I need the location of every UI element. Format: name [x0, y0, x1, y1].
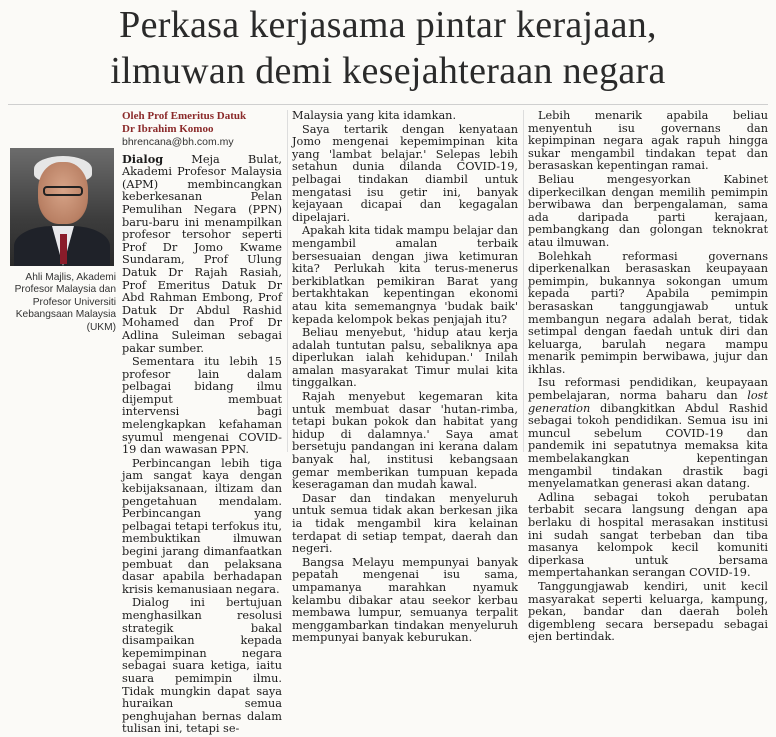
- paragraph-text: Isu reformasi pendidikan, keupayaan pembelajaran, norma baharu dan: [528, 376, 768, 403]
- paragraph: Beliau menyebut, 'hidup atau kerja adalah tuntutan palsu, sebaliknya apa diperlukan ialah kehidupan.' Inilah amalan masyarakat Timur mulai kita tinggalkan.: [292, 326, 518, 390]
- photo-glasses: [43, 186, 83, 196]
- paragraph: Bolehkah reformasi governans diperkenalkan berasaskan keupayaan pemimpin, bukannya sokongan umum kepada parti? Apabila pemimpin berasaskan tanggungjawab untuk membangun negara adalah berat, tidak setimpal dengan faedah untuk diri dan keluarga, barulah negara mampu menarik pemimpin berwibawa, jujur dan ikhlas.: [528, 249, 768, 376]
- paragraph: Adlina sebagai tokoh perubatan terbabit secara langsung dengan apa berlaku di hospital merasakan institusi ini sudah sangat terbeban dan tiba masanya kelompok kecil komuniti diperkasa untuk bersama mempertahankan serangan COVID-19.: [528, 490, 768, 580]
- column-divider: [287, 110, 288, 452]
- photo-tie: [60, 234, 67, 264]
- byline-line-1: Oleh Prof Emeritus Datuk: [122, 110, 247, 122]
- paragraph: Lebih menarik apabila beliau menyentuh isu governans dan kepimpinan negara agak rapuh hingga sukar mengambil tindakan tepat dan berasaskan kepentingan ramai.: [528, 109, 768, 173]
- byline: [122, 110, 282, 136]
- paragraph: Tanggungjawab kendiri, unit kecil masyarakat seperti keluarga, kampung, pekan, bandar dan daerah boleh digembleng secara bersepadu sebagai ejen bertindak.: [528, 579, 768, 644]
- article-column-1: [122, 110, 282, 737]
- caption-line: Profesor Universiti: [32, 296, 116, 308]
- paragraph: Malaysia yang kita idamkan.: [292, 109, 457, 122]
- photo-caption: [8, 272, 116, 334]
- headline-line-1: Perkasa kerjasama pintar kerajaan,: [119, 4, 657, 46]
- headline: [0, 2, 776, 94]
- paragraph: Saya tertarik dengan kenyataan Jomo mengenai kepemimpinan kita yang 'lambat belajar.' Selepas lebih setahun dunia dilanda COVID-19, pelbagai tindakan diambil untuk mengatasi isu getir ini, banyak kejayaan dicapai dan kegagalan dipelajari.: [292, 122, 518, 224]
- paragraph-text: dibangkitkan Abdul Rashid sebagai tokoh pendidikan. Semua isu ini muncul sebelum COVID-19 dan pandemik ini sepatutnya memaksa kita membelakangkan kepentingan mengambil tindakan drastik bagi menyelamatkan generasi akan datang.: [528, 401, 768, 491]
- caption-line: Profesor Malaysia dan: [14, 284, 116, 296]
- column-divider: [523, 110, 524, 452]
- emphasis-text: lost generation: [528, 389, 768, 415]
- paragraph: Rajah menyebut kegemaran kita untuk membuat dasar 'hutan-rimba, tetapi bukan pokok dan habitat yang hidup di dalamnya.' Saya amat bersetuju pandangan ini kerana dalam banyak hal, institusi kebangsaan gemar memberikan tumpuan kepada keseragaman dan mudah kawal.: [292, 390, 518, 492]
- paragraph: Dasar dan tindakan menyeluruh untuk semua tidak akan berkesan jika ia tidak mengambil kira kelainan terdapat di setiap tempat, daerah dan negeri.: [292, 491, 518, 556]
- paragraph: [122, 153, 282, 356]
- byline-author: Dr Ibrahim Komoo: [122, 122, 214, 135]
- headline-line-2: ilmuwan demi kesejahteraan negara: [110, 50, 666, 92]
- paragraph: Apakah kita tidak mampu belajar dan mengambil amalan terbaik bersesuaian dengan jiwa ketimuran kita? Perlukah kita terus-menerus berkiblatkan pemikiran Barat yang bertakhtakan kepentingan ekonomi atau kita sememangnya 'budak baik' kepada kelompok bekas penjajah itu?: [292, 224, 518, 326]
- caption-line: Ahli Majlis, Akademi: [25, 272, 116, 283]
- paragraph-text: Meja Bulat, Akademi Profesor Malaysia (APM) membincangkan keberkesanan Pelan Pemulihan Negara (PPN) baru-baru ini menampilkan profesor tersohor seperti Prof Dr Jomo Kwame Sundaram, Prof Ulung Datuk Dr Rajah Rasiah, Prof Emeritus Datuk Dr Abd Rahman Embong, Prof Datuk Dr Abdul Rashid Mohamed dan Prof Dr Adlina Suleiman sebagai pakar sumber.: [122, 152, 282, 355]
- paragraph: Beliau mengesyorkan Kabinet diperkecilkan dengan memilih pemimpin berwibawa dan berpengalaman, sama ada daripada parti kerajaan, pembangkang dan golongan teknokrat atau ilmuwan.: [528, 172, 768, 249]
- paragraph: Bangsa Melayu mempunyai banyak pepatah mengenai isu sama, umpamanya marahkan nyamuk kelambu dibakar atau seekor kerbau membawa lumpur, semuanya terpalit menggambarkan tindakan menyeluruh mempunyai banyak keburukan.: [292, 555, 518, 645]
- paragraph: Sementara itu lebih 15 profesor lain dalam pelbagai bidang ilmu dijemput membuat intervensi bagi melengkapkan kefahaman syumul mengenai COVID-19 dan wawasan PPN.: [122, 355, 282, 457]
- author-email: bhrencana@bh.com.my: [122, 135, 234, 148]
- paragraph: [528, 377, 768, 490]
- caption-line: Kebangsaan Malaysia: [15, 309, 116, 321]
- paragraph: Dialog ini bertujuan menghasilkan resolusi strategik bakal disampaikan kepada kepemimpinan negara sebagai suara ketiga, iaitu suara pemimpin ilmu. Tidak mungkin dapat saya huraikan semua penghujahan bernas dalam tulisan ini, tetapi se-: [122, 596, 282, 736]
- article-column-2: [292, 110, 518, 646]
- paragraph: Perbincangan lebih tiga jam sangat kaya dengan kebijaksanaan, iltizam dan pengetahuan mendalam. Perbincangan yang pelbagai tetapi terfokus itu, membuktikan ilmuwan begini jarang dimanfaatkan pembuat dan pelaksana dasar apabila berhadapan krisis kemanusiaan negara.: [122, 456, 282, 596]
- author-photo: [10, 148, 114, 266]
- caption-line: (UKM): [86, 321, 116, 333]
- lead-word: Dialog: [122, 151, 164, 166]
- header-divider: [8, 104, 768, 105]
- article-column-3: [528, 110, 768, 645]
